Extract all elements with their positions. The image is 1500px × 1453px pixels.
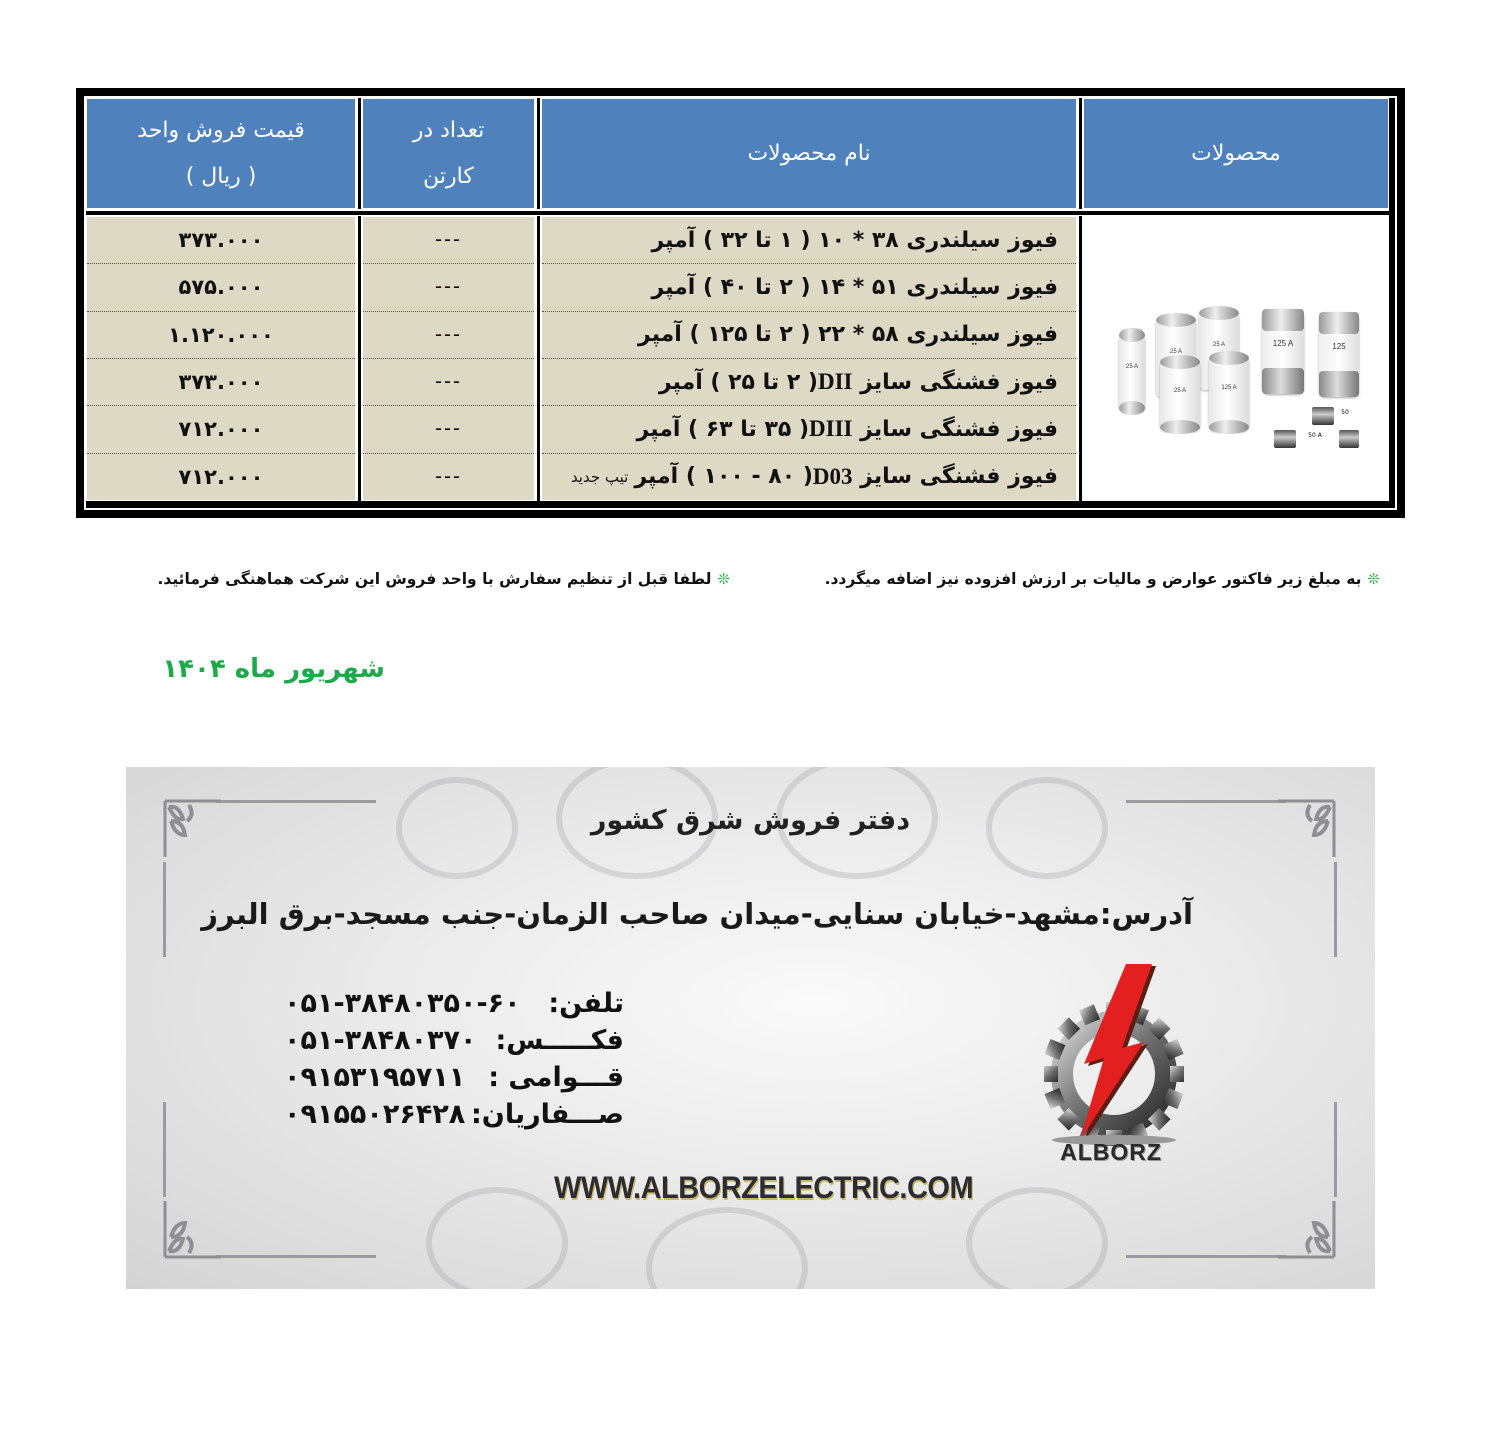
- fuse-cylinder-icon: 125: [1319, 312, 1359, 397]
- header-unit-price-line1: قیمت فروش واحد: [137, 117, 305, 143]
- fuse-cartridge-label: 50: [1334, 409, 1356, 423]
- product-name-cell: [542, 454, 1076, 500]
- price-cell: ۷۱۲.۰۰۰: [87, 406, 355, 453]
- frame-line: [163, 1102, 166, 1197]
- contact-label: صـــفاریان:: [470, 1099, 624, 1130]
- qty-cell: ---: [435, 464, 462, 488]
- contact-label: تلفن:: [548, 988, 624, 1019]
- header-unit-price-line2: ( ریال ): [185, 163, 257, 189]
- fuse-d-icon: 125 A: [1209, 355, 1249, 431]
- fuse-d-icon: 25 A: [1156, 317, 1196, 397]
- header-unit-price: [86, 98, 356, 209]
- price-table-grid: [86, 98, 1395, 508]
- contact-value[interactable]: ۰۵۱-۳۸۴۸۰۳۷۰: [284, 1025, 477, 1056]
- ornament-swirl: [426, 1187, 568, 1289]
- office-address: آدرس:مشهد-خیابان سنایی-میدان صاحب الزمان-جنب مسجد-برق البرز: [201, 897, 1193, 931]
- fuse-cartridge-icon: [1312, 407, 1334, 425]
- price-cell: ۵۷۵.۰۰۰: [87, 264, 355, 311]
- product-image: [1083, 216, 1389, 501]
- header-products: [1083, 98, 1389, 209]
- header-product-name-label: نام محصولات: [747, 140, 871, 166]
- fuse-d-icon: 25 A: [1199, 310, 1239, 390]
- frame-line: [216, 800, 376, 803]
- product-name-cell: [542, 312, 1076, 359]
- price-list-date: شهریور ماه ۱۴۰۴: [162, 654, 385, 684]
- header-product-name: [541, 98, 1077, 209]
- product-size-code: DIII: [809, 416, 853, 442]
- contact-label: فکـــــس:: [495, 1025, 624, 1056]
- fuse-d-icon: 25 A: [1160, 359, 1200, 431]
- tax-note-text: به مبلغ زیر فاکتور عوارض و مالیات بر ارزش افزوده نیز اضافه میگردد.: [824, 570, 1362, 588]
- price-column: [86, 216, 356, 501]
- asterisk-icon: ❊: [717, 570, 730, 588]
- qty-cell: ---: [363, 217, 534, 264]
- asterisk-icon: ❊: [1367, 570, 1380, 588]
- ornament-swirl: [646, 1207, 808, 1289]
- product-name-text: فیوز سیلندری ۳۸ * ۱۰ ( ۱ تا ۳۲ ) آمپر: [651, 227, 1058, 253]
- product-name-column: [541, 216, 1077, 501]
- contact-value[interactable]: ۰۹۱۵۵۰۲۶۴۲۸: [284, 1099, 466, 1130]
- fuse-cartridge-icon: [1274, 430, 1296, 448]
- product-range-text: ( ۳۵ تا ۶۳ ) آمپر: [636, 416, 810, 442]
- contact-list: [284, 985, 624, 1133]
- contact-mobile-ghavami: [284, 1059, 624, 1096]
- header-carton-qty-line2: کارتن: [423, 163, 474, 189]
- header-carton-qty-line1: تعداد در: [412, 117, 485, 143]
- product-note-text: تیپ جدید: [570, 467, 629, 486]
- contact-fax: [284, 1022, 624, 1059]
- product-range-text: ( ۲ تا ۲۵ ) آمپر: [658, 369, 818, 395]
- product-name-text: فیوز فشنگی سایز: [860, 464, 1058, 490]
- product-size-code: DII: [817, 369, 853, 395]
- qty-cell: ---: [363, 312, 534, 359]
- product-name-cell: [542, 264, 1076, 311]
- website-link[interactable]: WWW.ALBORZELECTRIC.COM: [554, 1170, 974, 1206]
- sales-office-title: دفتر فروش شرق کشور: [590, 805, 911, 836]
- frame-line: [1334, 1102, 1337, 1197]
- product-name-cell: [542, 217, 1076, 264]
- product-name-cell: [542, 359, 1076, 406]
- tax-note: [825, 570, 1380, 588]
- header-divider: [86, 209, 1389, 216]
- contact-mobile-saffarian: [284, 1096, 624, 1133]
- product-name-text: فیوز سیلندری ۵۸ * ۲۲ ( ۲ تا ۱۲۵ ) آمپر: [638, 322, 1058, 348]
- qty-cell: ---: [363, 359, 534, 406]
- order-note: [158, 570, 730, 588]
- corner-ornament-icon: [161, 1191, 231, 1261]
- fuse-cartridge-icon: [1339, 430, 1359, 448]
- price-table: [76, 88, 1405, 518]
- qty-cell: ---: [363, 264, 534, 311]
- fuse-cylinder-icon: 125 A: [1262, 309, 1304, 394]
- carton-qty-column: [362, 216, 535, 501]
- frame-line: [163, 862, 166, 957]
- product-name-cell: [542, 406, 1076, 453]
- contact-value[interactable]: ۰۵۱-۳۸۴۸۰۳۵۰-۶۰: [284, 988, 521, 1019]
- product-name-text: فیوز فشنگی سایز: [860, 369, 1058, 395]
- fuse-cartridge-label: 50 A: [1296, 432, 1334, 446]
- frame-line: [1126, 1255, 1286, 1258]
- fuse-d-icon: 25 A: [1119, 332, 1145, 412]
- frame-line: [1126, 800, 1286, 803]
- contact-label: قـــوامی :: [488, 1062, 624, 1093]
- corner-ornament-icon: [1268, 1191, 1338, 1261]
- header-products-label: محصولات: [1191, 140, 1281, 166]
- contact-phone: [284, 985, 624, 1022]
- price-cell: ۳۷۳.۰۰۰: [87, 217, 355, 264]
- product-range-text: ( ۸۰ - ۱۰۰ ) آمپر: [634, 464, 813, 490]
- price-cell: ۷۱۲.۰۰۰: [178, 464, 264, 489]
- price-cell: ۳۷۳.۰۰۰: [87, 359, 355, 406]
- frame-line: [216, 1255, 376, 1258]
- alborz-logo-text: ALBORZ: [1060, 1139, 1162, 1165]
- price-cell: ۱.۱۲۰.۰۰۰: [87, 312, 355, 359]
- sales-office-card: [126, 767, 1375, 1289]
- contact-value[interactable]: ۰۹۱۵۳۱۹۵۷۱۱: [284, 1062, 466, 1093]
- order-note-text: لطفا قبل از تنظیم سفارش با واحد فروش این شرکت هماهنگی فرمائید.: [157, 570, 712, 588]
- price-table-inner: [84, 96, 1397, 510]
- frame-line: [1334, 862, 1337, 957]
- product-size-code: D03: [812, 463, 853, 489]
- product-name-text: فیوز سیلندری ۵۱ * ۱۴ ( ۲ تا ۴۰ ) آمپر: [651, 274, 1058, 300]
- qty-cell: ---: [363, 406, 534, 453]
- product-name-text: فیوز فشنگی سایز: [860, 416, 1058, 442]
- header-carton-qty: [362, 98, 535, 209]
- ornament-swirl: [966, 1187, 1108, 1289]
